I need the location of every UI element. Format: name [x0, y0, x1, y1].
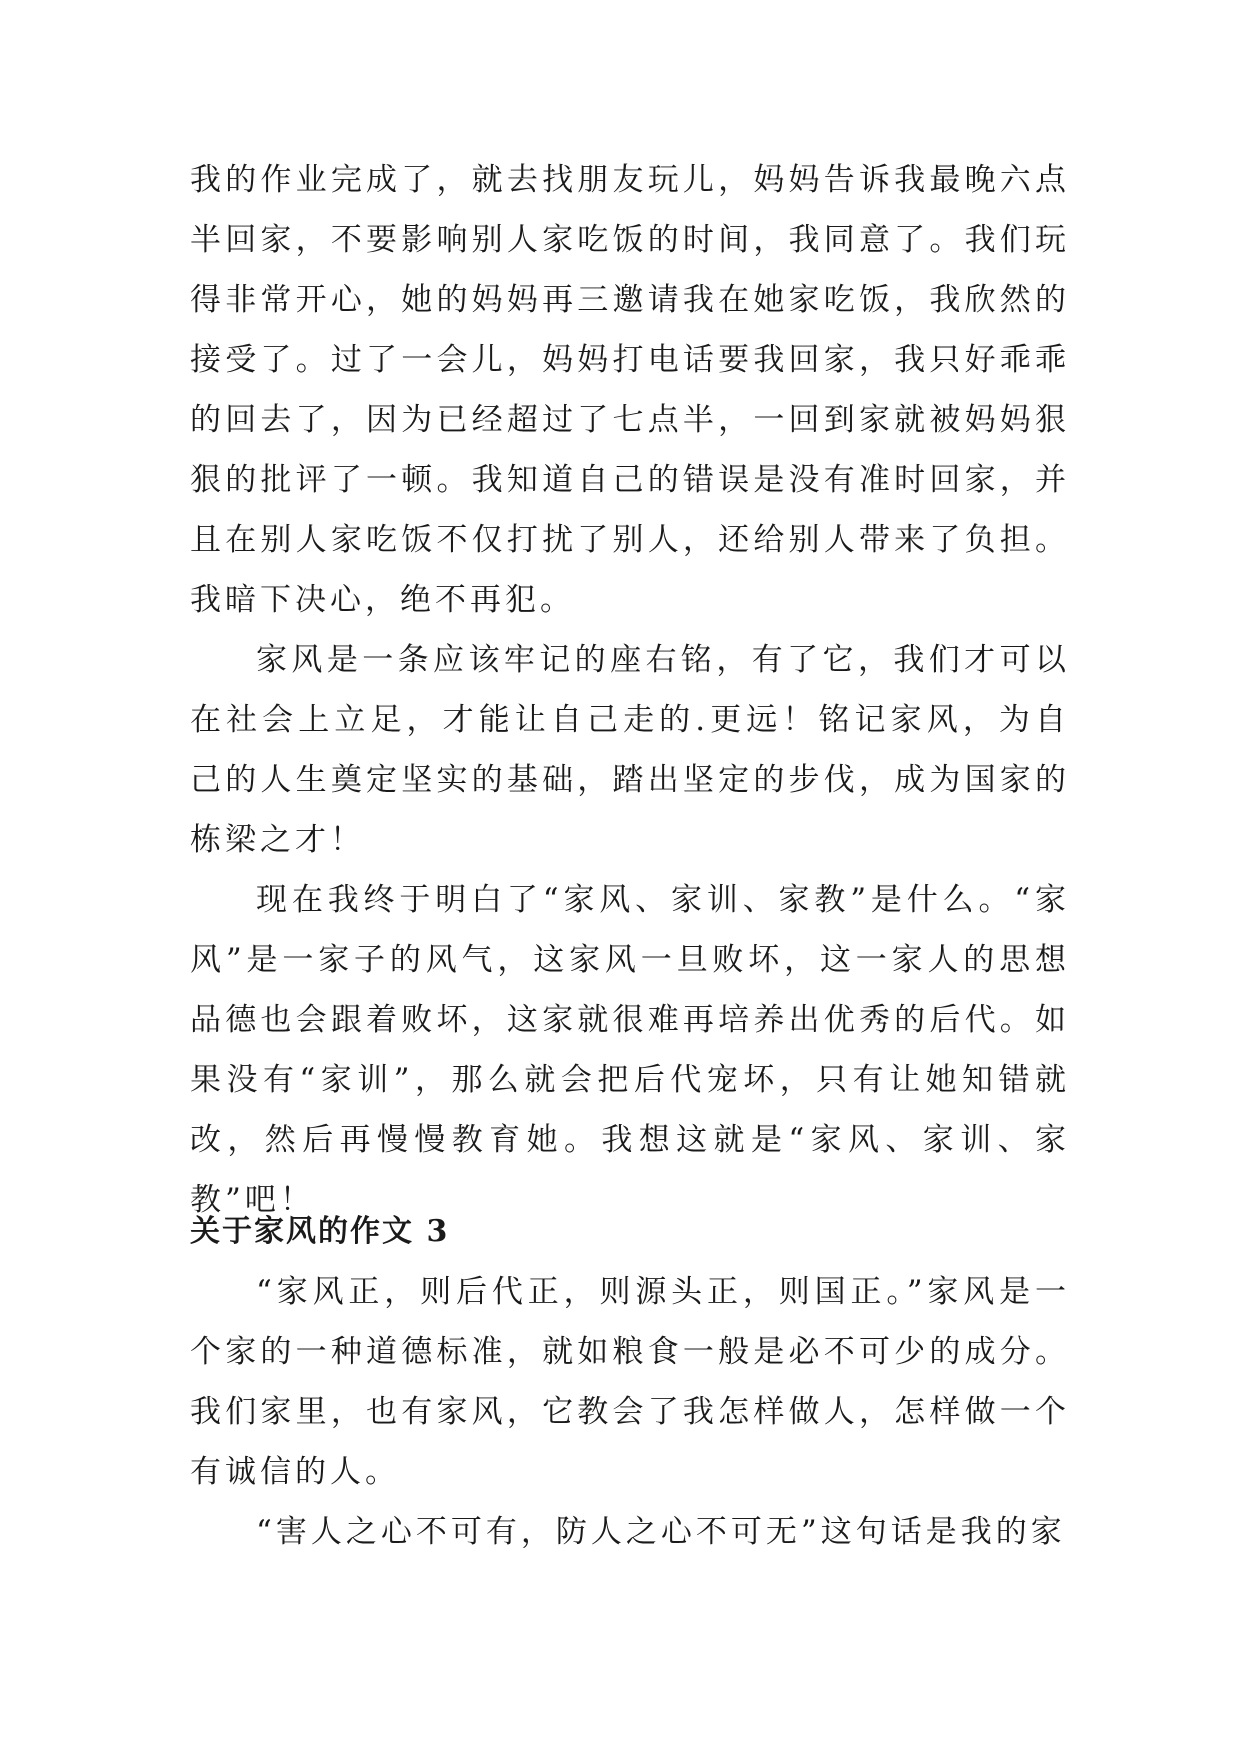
paragraph-family-motto: 家风是一条应该牢记的座右铭，有了它，我们才可以在社会上立足，才能让自己走的.更远！铭记家风，为自己的人生奠定坚实的基础，踏出坚定的步伐，成为国家的栋梁之才！: [190, 642, 1070, 858]
paragraph-continuation: 我的作业完成了，就去找朋友玩儿，妈妈告诉我最晚六点半回家，不要影响别人家吃饭的时间，我同意了。我们玩得非常开心，她的妈妈再三邀请我在她家吃饭，我欣然的接受了。过了一会儿，妈妈打电话要我回家，我只好乖乖的回去了，因为已经超过了七点半，一回到家就被妈妈狠狠的批评了一顿。我知道自己的错误是没有准时回家，并且在别人家吃饭不仅打扰了别人，还给别人带来了负担。我暗下决心，绝不再犯。: [190, 162, 1070, 618]
essay-body-section-2: [190, 1262, 1070, 1562]
essay-body-section-1: [190, 150, 1070, 1230]
paragraph-intro: “家风正，则后代正，则源头正，则国正。”家风是一个家的一种道德标准，就如粮食一般是必不可少的成分。我们家里，也有家风，它教会了我怎样做人，怎样做一个有诚信的人。: [190, 1274, 1070, 1490]
paragraph-saying: “害人之心不可有，防人之心不可无”这句话是我的家: [256, 1514, 1066, 1550]
essay-title: 关于家风的作文 3: [190, 1214, 450, 1249]
paragraph-conclusion: 现在我终于明白了“家风、家训、家教”是什么。“家风”是一家子的风气，这家风一旦败坏，这一家人的思想品德也会跟着败坏，这家就很难再培养出优秀的后代。如果没有“家训”，那么就会把后代宠坏，只有让她知错就改，然后再慢慢教育她。我想这就是“家风、家训、家教”吧！: [190, 882, 1070, 1218]
